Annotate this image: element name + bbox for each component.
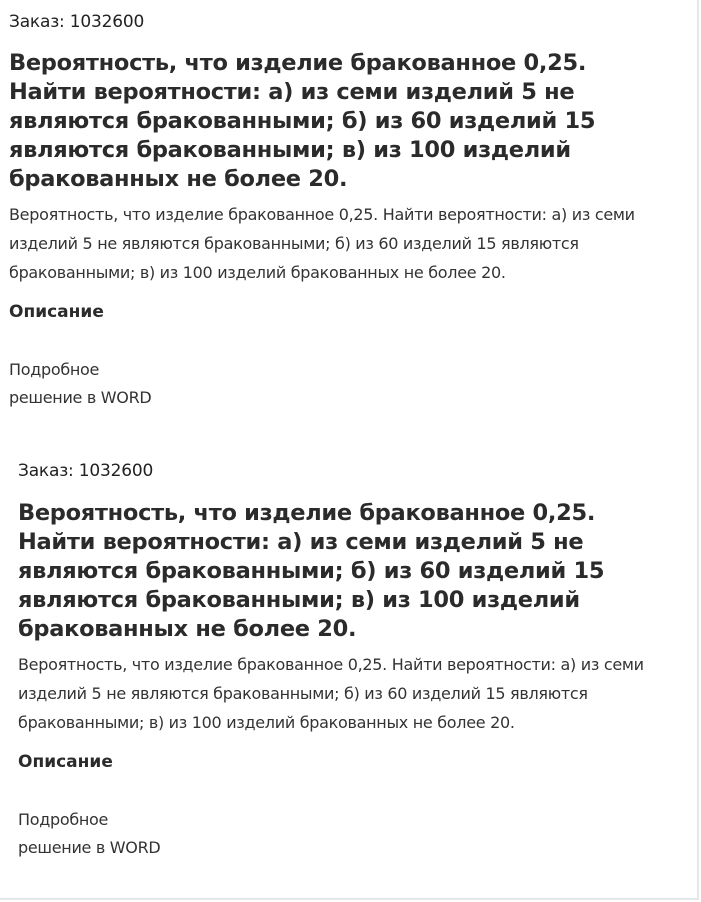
description-text: [9, 356, 693, 412]
description-text: [18, 806, 688, 862]
description-heading: Описание: [9, 302, 104, 322]
order-number: Заказ: 1032600: [9, 12, 145, 32]
description-line: Подробное: [9, 360, 100, 379]
description-line: решение в WORD: [18, 838, 161, 857]
description-line: Подробное: [18, 810, 109, 829]
description-line: решение в WORD: [9, 388, 152, 407]
order-block-2: [18, 459, 688, 862]
problem-text: Вероятность, что изделие бракованное 0,25. Найти вероятности: а) из семи изделий 5 не являются бракованными; б) из 60 изделий 15 являются бракованными; в) из 100 изделий бракованных не более 20.: [18, 655, 644, 732]
problem-text: Вероятность, что изделие бракованное 0,25. Найти вероятности: а) из семи изделий 5 не являются бракованными; б) из 60 изделий 15 являются бракованными; в) из 100 изделий бракованных не более 20.: [9, 205, 635, 282]
problem-title: Вероятность, что изделие бракованное 0,25. Найти вероятности: а) из семи изделий 5 не являются бракованными; б) из 60 изделий 15 являются бракованными; в) из 100 изделий бракованных не более 20.: [18, 500, 605, 642]
description-heading: Описание: [18, 752, 113, 772]
order-number: Заказ: 1032600: [18, 461, 154, 481]
order-block-1: [9, 10, 693, 412]
problem-title: Вероятность, что изделие бракованное 0,25. Найти вероятности: а) из семи изделий 5 не являются бракованными; б) из 60 изделий 15 являются бракованными; в) из 100 изделий бракованных не более 20.: [9, 50, 596, 192]
